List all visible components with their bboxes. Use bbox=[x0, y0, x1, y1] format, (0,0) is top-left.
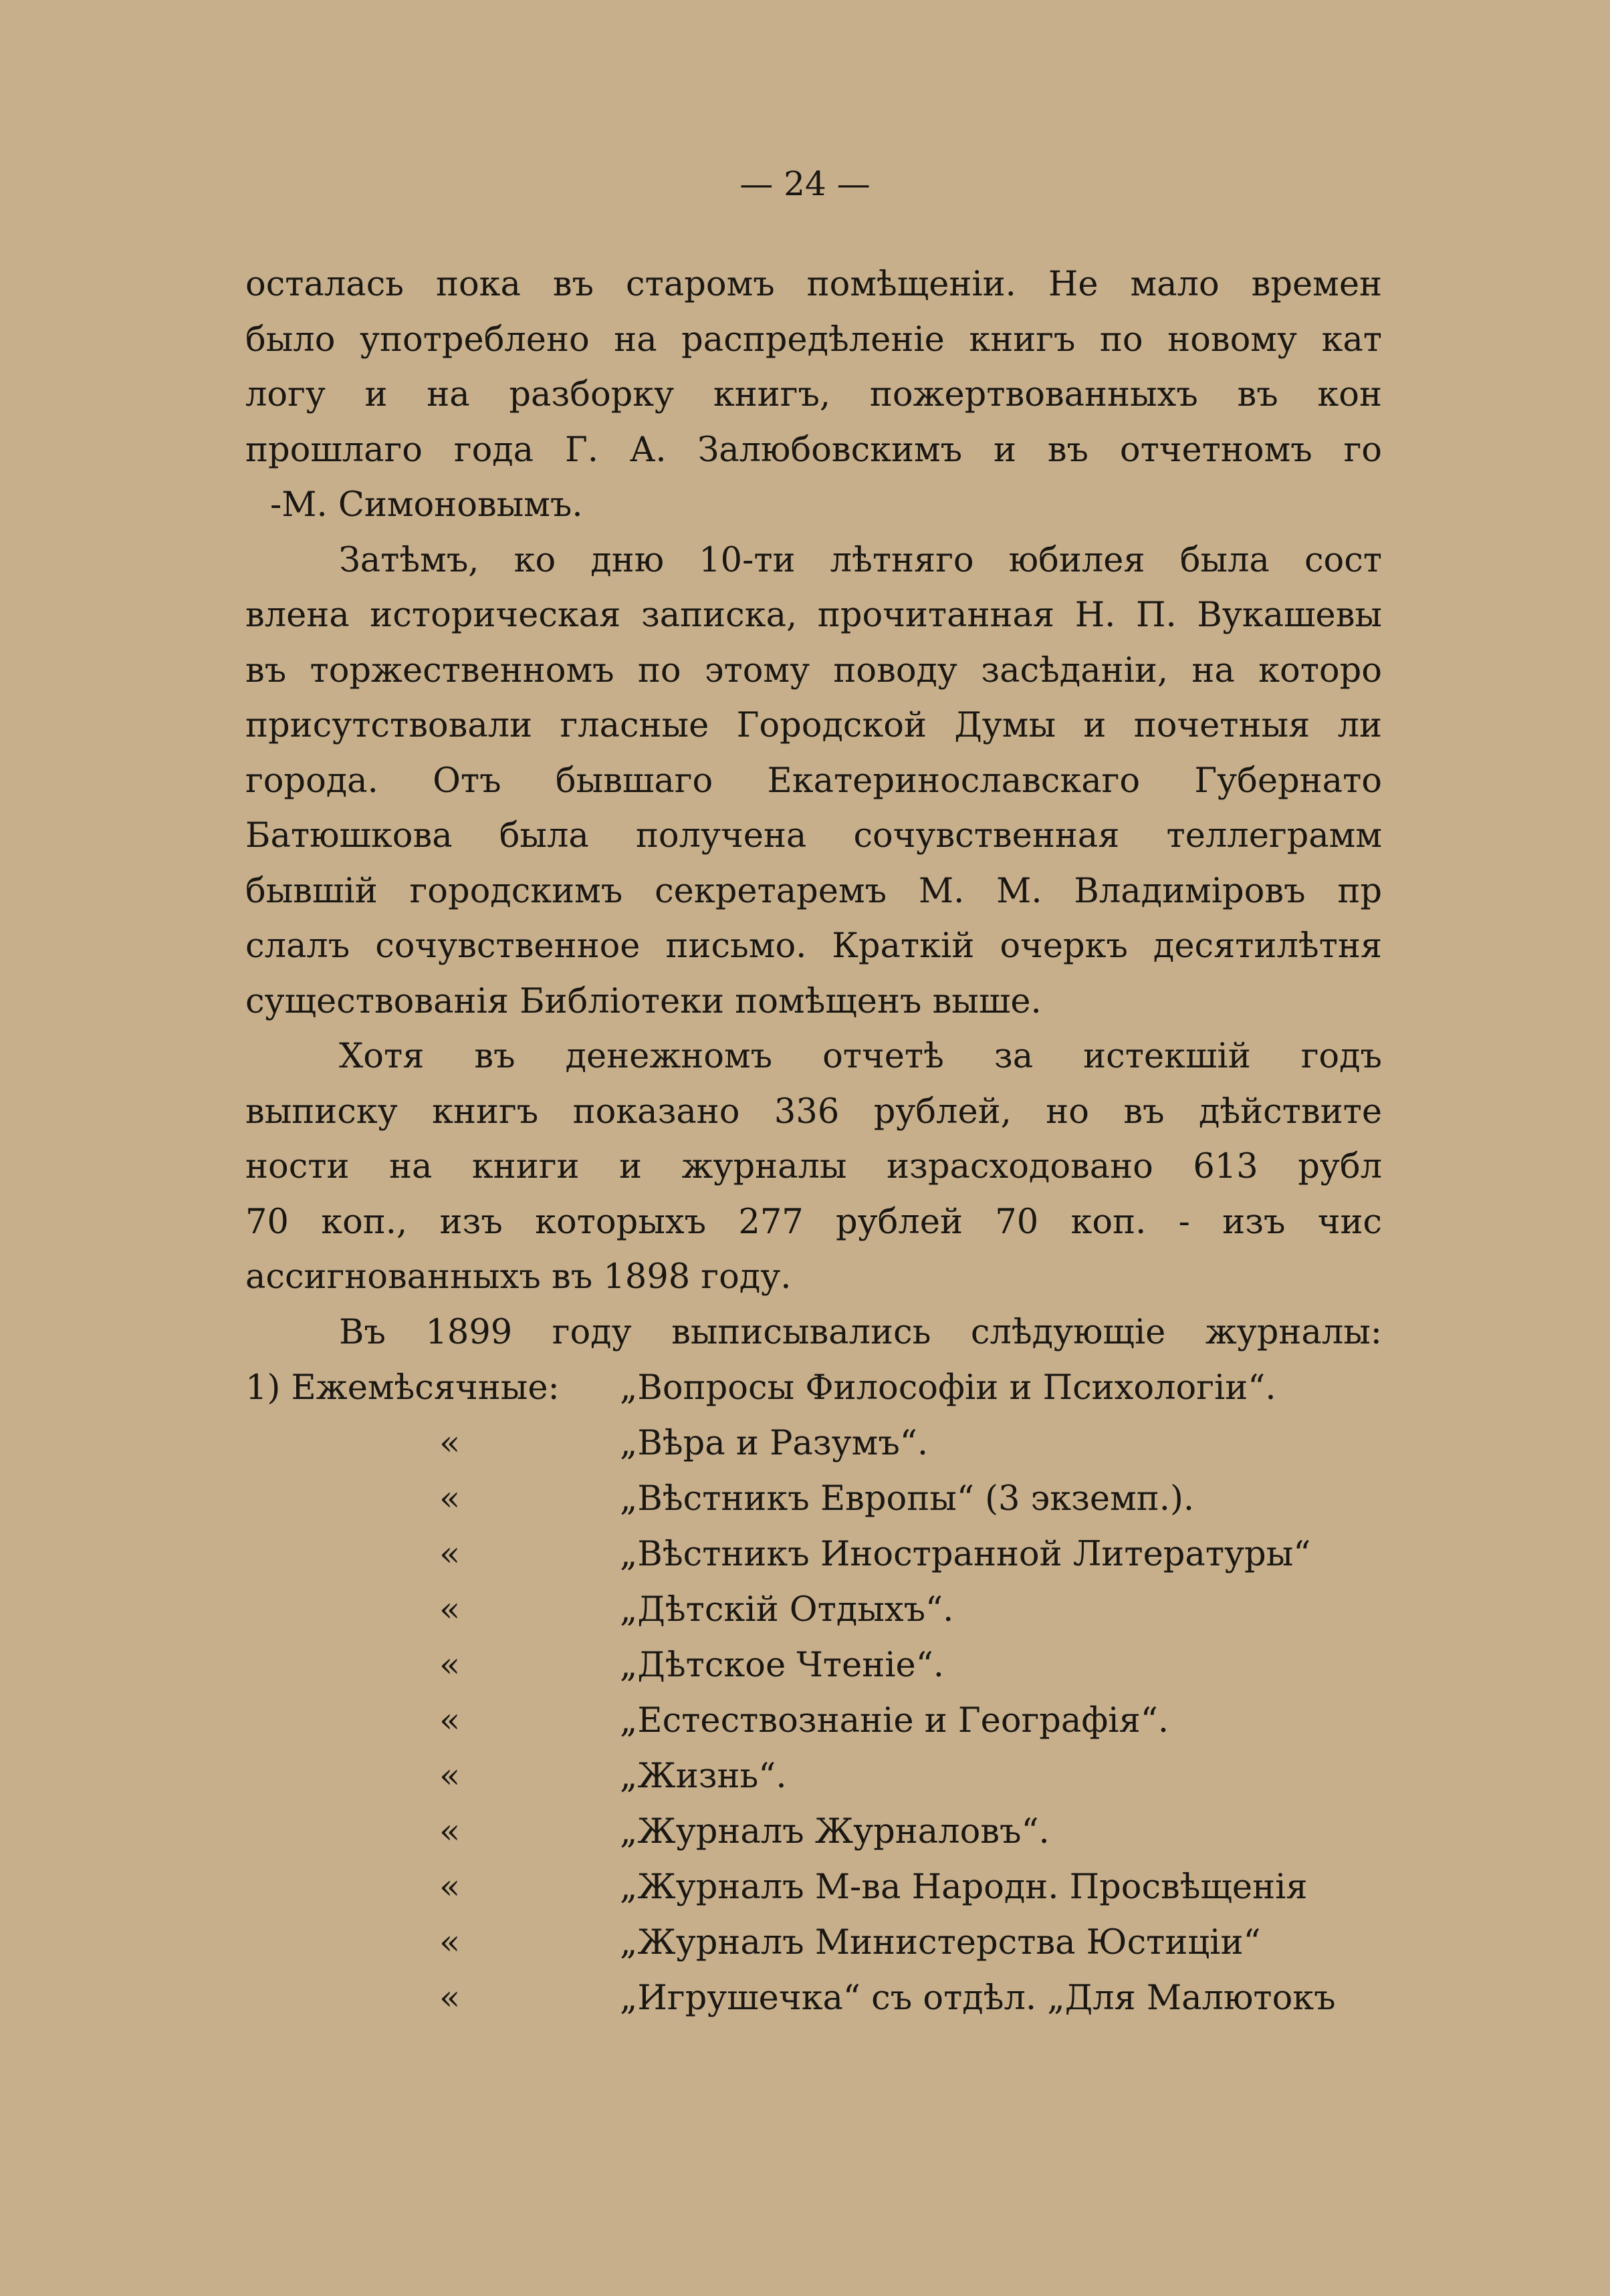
text-line: бывшій городскимъ секретаремъ М. М. Владиміровъ пр bbox=[245, 871, 1382, 911]
journals-intro: Въ 1899 году выписывались слѣдующіе журналы: bbox=[339, 1312, 1382, 1352]
list-item bbox=[245, 1804, 1382, 1860]
text-line: существованія Библіотеки помѣщенъ выше. bbox=[245, 981, 1042, 1021]
journal-title: „Журналъ М-ва Народн. Просвѣщенія bbox=[620, 1868, 1308, 1907]
list-item bbox=[245, 1360, 1382, 1416]
ditto-mark: « bbox=[439, 1923, 461, 1962]
text-line: логу и на разборку книгъ, пожертвованныхъ въ кон bbox=[245, 375, 1382, 414]
text-line: Затѣмъ, ко дню 10-ти лѣтняго юбилея была сост bbox=[339, 540, 1382, 580]
journal-title: „Вѣстникъ Иностранной Литературы“ bbox=[620, 1535, 1311, 1574]
ditto-mark: « bbox=[439, 1868, 461, 1907]
journal-title: „Журналъ Министерства Юстиціи“ bbox=[620, 1923, 1261, 1962]
list-item bbox=[245, 1471, 1382, 1527]
journal-title: „Естествознаніе и Географія“. bbox=[620, 1701, 1169, 1741]
ditto-mark: « bbox=[439, 1701, 461, 1741]
list-item bbox=[245, 1860, 1382, 1915]
text-line: Хотя въ денежномъ отчетѣ за истекшій годъ bbox=[339, 1037, 1382, 1076]
ditto-mark: « bbox=[439, 1646, 461, 1685]
list-item bbox=[245, 1638, 1382, 1693]
text-line: ассигнованныхъ въ 1898 году. bbox=[245, 1257, 792, 1297]
ditto-mark: « bbox=[439, 1757, 461, 1796]
text-line: города. Отъ бывшаго Екатеринославскаго Губернато bbox=[245, 761, 1382, 801]
text-line: въ торжественномъ по этому поводу засѣданіи, на которо bbox=[245, 650, 1382, 690]
document-body bbox=[245, 257, 1382, 2026]
text-line: Батюшкова была получена сочувственная теллеграмм bbox=[245, 816, 1382, 856]
ditto-mark: « bbox=[439, 1812, 461, 1852]
text-line: было употреблено на распредѣленіе книгъ по новому кат bbox=[245, 320, 1382, 360]
text-line: ности на книги и журналы израсходовано 613 рубл bbox=[245, 1147, 1382, 1186]
ditto-mark: « bbox=[439, 1424, 461, 1463]
list-item bbox=[245, 1915, 1382, 1970]
text-line: слалъ сочувственное письмо. Краткій очеркъ десятилѣтня bbox=[245, 926, 1382, 966]
journal-title: „Вопросы Философіи и Психологіи“. bbox=[620, 1368, 1276, 1408]
list-item bbox=[245, 1749, 1382, 1804]
category-label: 1) Ежемѣсячные: bbox=[245, 1368, 560, 1408]
journal-title: „Игрушечка“ съ отдѣл. „Для Малютокъ bbox=[620, 1979, 1336, 2018]
ditto-mark: « bbox=[439, 1590, 461, 1630]
ditto-mark: « bbox=[439, 1535, 461, 1574]
list-item bbox=[245, 1527, 1382, 1582]
journals-list bbox=[245, 1360, 1382, 2026]
journal-title: „Дѣтскій Отдыхъ“. bbox=[620, 1590, 954, 1630]
text-line: осталась пока въ старомъ помѣщеніи. Не мало времен bbox=[245, 265, 1382, 304]
journal-title: „Журналъ Журналовъ“. bbox=[620, 1812, 1050, 1852]
list-item bbox=[245, 1582, 1382, 1638]
text-line: 70 коп., изъ которыхъ 277 рублей 70 коп. - изъ чис bbox=[245, 1202, 1382, 1242]
text-line: -М. Симоновымъ. bbox=[270, 485, 583, 525]
text-line: выписку книгъ показано 336 рублей, но въ дѣйствите bbox=[245, 1092, 1382, 1132]
ditto-mark: « bbox=[439, 1979, 461, 2018]
text-line: прошлаго года Г. А. Залюбовскимъ и въ отчетномъ го bbox=[245, 430, 1382, 470]
journal-title: „Вѣра и Разумъ“. bbox=[620, 1424, 929, 1463]
page-number: — 24 — bbox=[739, 164, 871, 203]
text-line: присутствовали гласные Городской Думы и почетныя ли bbox=[245, 706, 1382, 745]
list-item bbox=[245, 1970, 1382, 2026]
list-item bbox=[245, 1693, 1382, 1749]
list-item bbox=[245, 1416, 1382, 1471]
ditto-mark: « bbox=[439, 1479, 461, 1519]
paragraph-1 bbox=[245, 257, 1382, 533]
paragraph-2 bbox=[245, 533, 1382, 1030]
journal-title: „Дѣтское Чтеніе“. bbox=[620, 1646, 944, 1685]
text-line: влена историческая записка, прочитанная Н. П. Вукашевы bbox=[245, 596, 1382, 635]
paragraph-3 bbox=[245, 1029, 1382, 1305]
journal-title: „Вѣстникъ Европы“ (3 экземп.). bbox=[620, 1479, 1195, 1519]
journal-title: „Жизнь“. bbox=[620, 1757, 787, 1796]
